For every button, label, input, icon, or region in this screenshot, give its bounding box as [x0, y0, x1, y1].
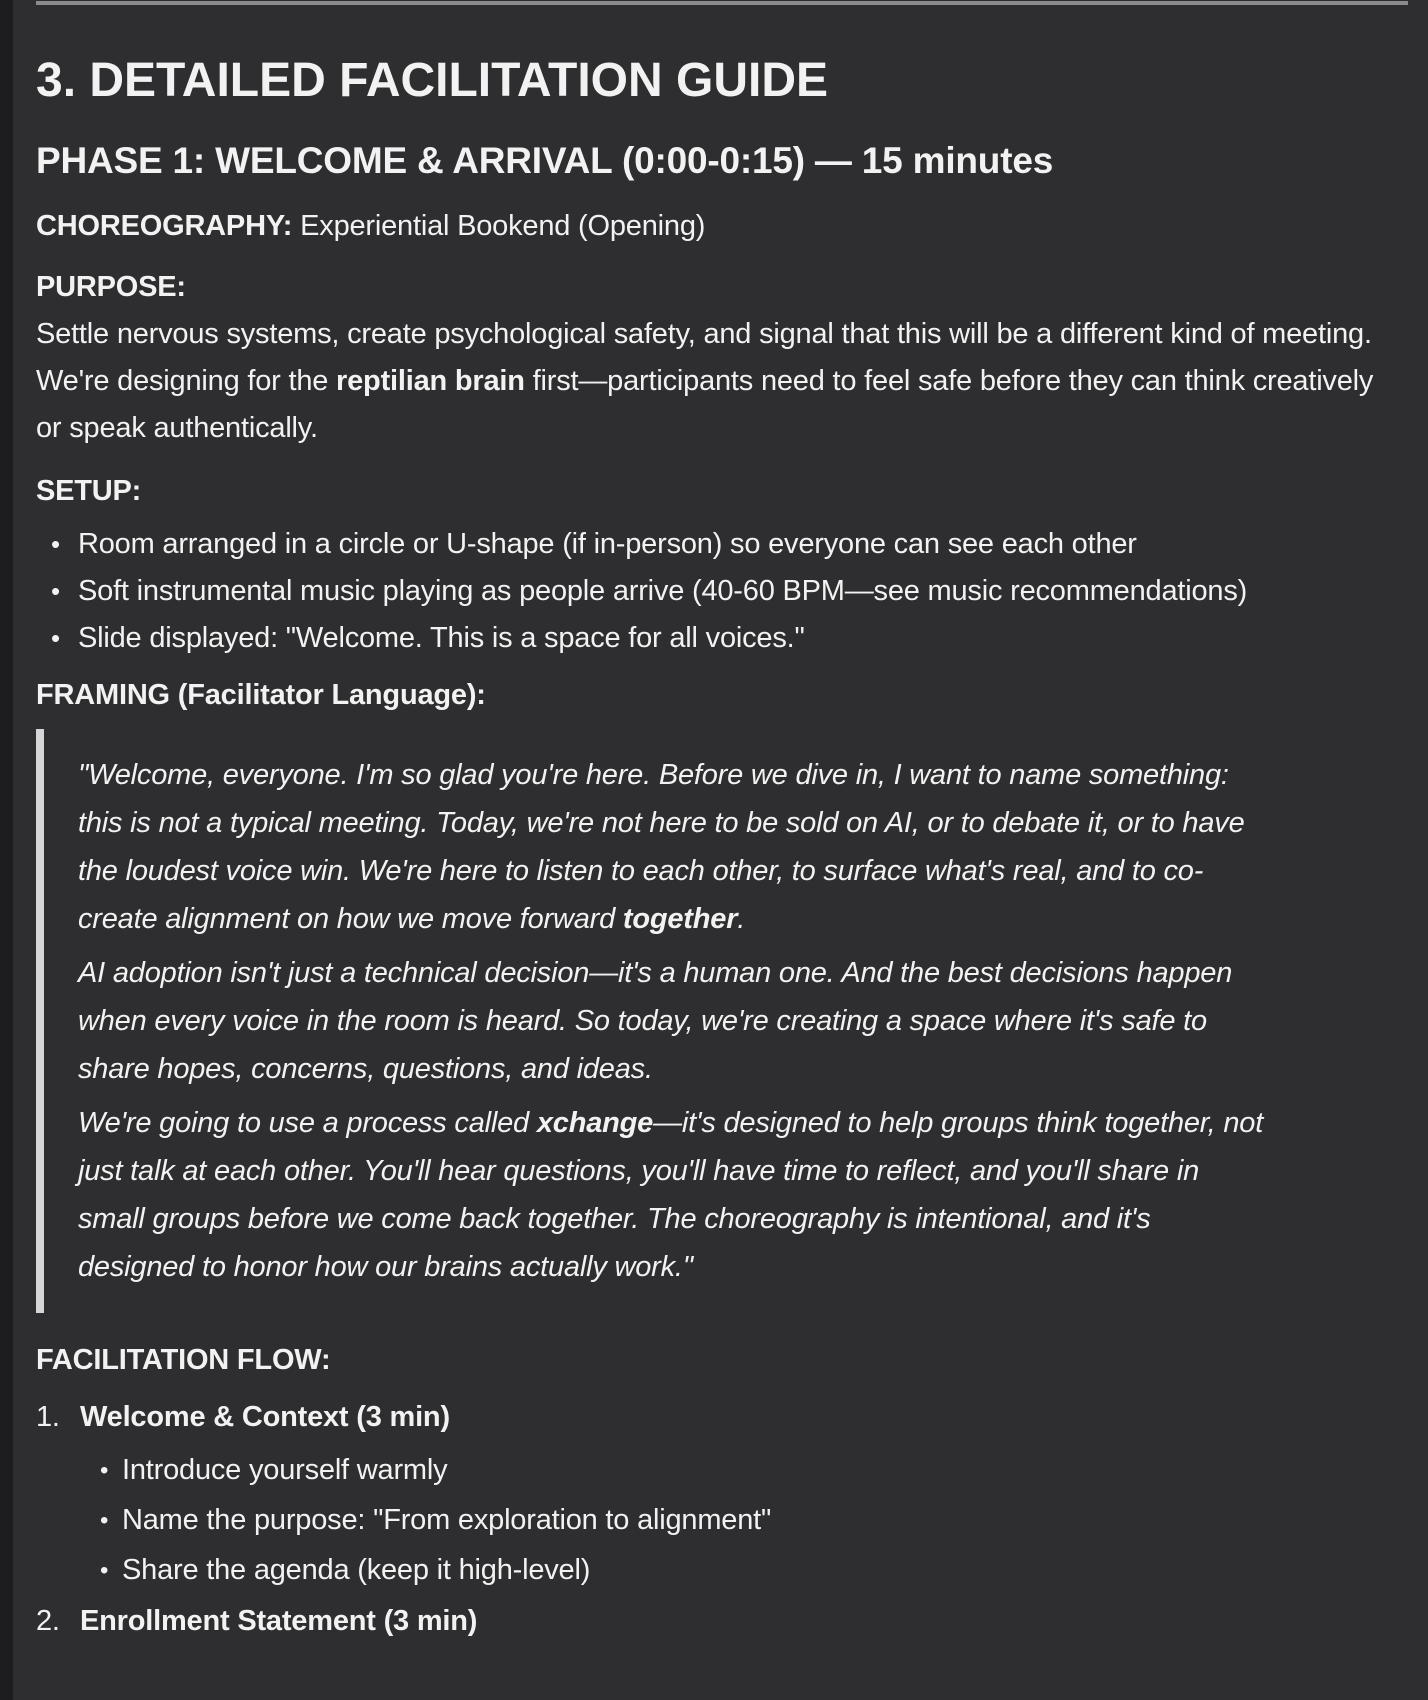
- purpose-bold-text: reptilian brain: [336, 365, 525, 397]
- choreography-label: CHOREOGRAPHY:: [36, 210, 293, 242]
- facilitator-quote-block: [36, 729, 1268, 1313]
- flow-sub-item-text: Introduce yourself warmly: [122, 1454, 448, 1486]
- list-item: [36, 521, 1376, 568]
- bullet-icon: •: [100, 1557, 109, 1584]
- flow-item-title: Enrollment Statement (3 min): [80, 1605, 478, 1637]
- flow-item-1-sublist: [100, 1447, 1376, 1594]
- quote-text: .: [737, 903, 746, 935]
- setup-item-text: Room arranged in a circle or U-shape (if in-person) so everyone can see each other: [78, 528, 1137, 560]
- left-edge-strip: [0, 0, 13, 1700]
- setup-item-text: Slide displayed: "Welcome. This is a space for all voices.": [78, 622, 805, 654]
- quote-bold-text: together: [622, 903, 738, 935]
- list-item: [36, 568, 1376, 615]
- flow-item-1: [36, 1394, 1376, 1441]
- setup-bullet-list: [36, 521, 1376, 662]
- bullet-icon: •: [100, 1507, 109, 1534]
- framing-label: FRAMING (Facilitator Language):: [36, 679, 486, 711]
- flow-item-number: 1.: [36, 1401, 60, 1433]
- quote-text: "Welcome, everyone. I'm so glad you're here. Before we dive in, I want to name something: this is not a typical meeting. Today, we're not here to be sold on AI, or to debate it, or to have the loudest voice win. We're here to listen to each other, to surface what's real, and to co-create alignment on how we move forward: [78, 759, 1245, 935]
- quote-paragraph: [78, 949, 1268, 1093]
- quote-paragraph: [78, 751, 1268, 943]
- purpose-text-before: Settle nervous systems, create psychological safety, and signal that this will be a different kind of meeting. We're designing for the: [36, 318, 1372, 397]
- list-item: [100, 1497, 1376, 1544]
- quote-bold-text: xchange: [536, 1107, 654, 1139]
- list-item: [100, 1447, 1376, 1494]
- flow-item-2: [36, 1598, 1376, 1645]
- flow-item-title: Welcome & Context (3 min): [80, 1401, 450, 1433]
- list-item: [36, 615, 1376, 662]
- purpose-label: PURPOSE:: [36, 271, 186, 303]
- bullet-icon: •: [51, 529, 60, 559]
- list-item: [100, 1547, 1376, 1594]
- choreography-line: [36, 203, 1376, 250]
- bullet-icon: •: [51, 623, 60, 653]
- bullet-icon: •: [51, 576, 60, 606]
- setup-label: SETUP:: [36, 475, 142, 507]
- facilitation-flow-label: FACILITATION FLOW:: [36, 1344, 331, 1376]
- phase-heading: PHASE 1: WELCOME & ARRIVAL (0:00-0:15) — 15 minutes: [36, 140, 1054, 181]
- choreography-value: Experiential Bookend (Opening): [292, 210, 706, 242]
- quote-paragraph: [78, 1099, 1268, 1291]
- section-title: 3. DETAILED FACILITATION GUIDE: [36, 54, 828, 107]
- quote-text: AI adoption isn't just a technical decision—it's a human one. And the best decisions happen when every voice in the room is heard. So today, we're creating a space where it's safe to share hopes, concerns, questions, and ideas.: [78, 957, 1233, 1085]
- quote-text: —it's designed to help groups think together, not just talk at each other. You'll hear questions, you'll have time to reflect, and you'll share in small groups before we come back together. The choreography is intentional, and it's designed to honor how our brains actually work.": [78, 1107, 1264, 1283]
- flow-item-number: 2.: [36, 1605, 60, 1637]
- facilitation-guide-document: [36, 0, 1376, 1645]
- purpose-paragraph: [36, 311, 1376, 452]
- flow-sub-item-text: Share the agenda (keep it high-level): [122, 1554, 591, 1586]
- setup-item-text: Soft instrumental music playing as people arrive (40-60 BPM—see music recommendations): [78, 575, 1248, 607]
- flow-sub-item-text: Name the purpose: "From exploration to alignment": [122, 1504, 772, 1536]
- quote-text: We're going to use a process called: [78, 1107, 537, 1139]
- bullet-icon: •: [100, 1457, 109, 1484]
- purpose-text-after: first—participants need to feel safe before they can think creatively or speak authentically.: [36, 365, 1374, 444]
